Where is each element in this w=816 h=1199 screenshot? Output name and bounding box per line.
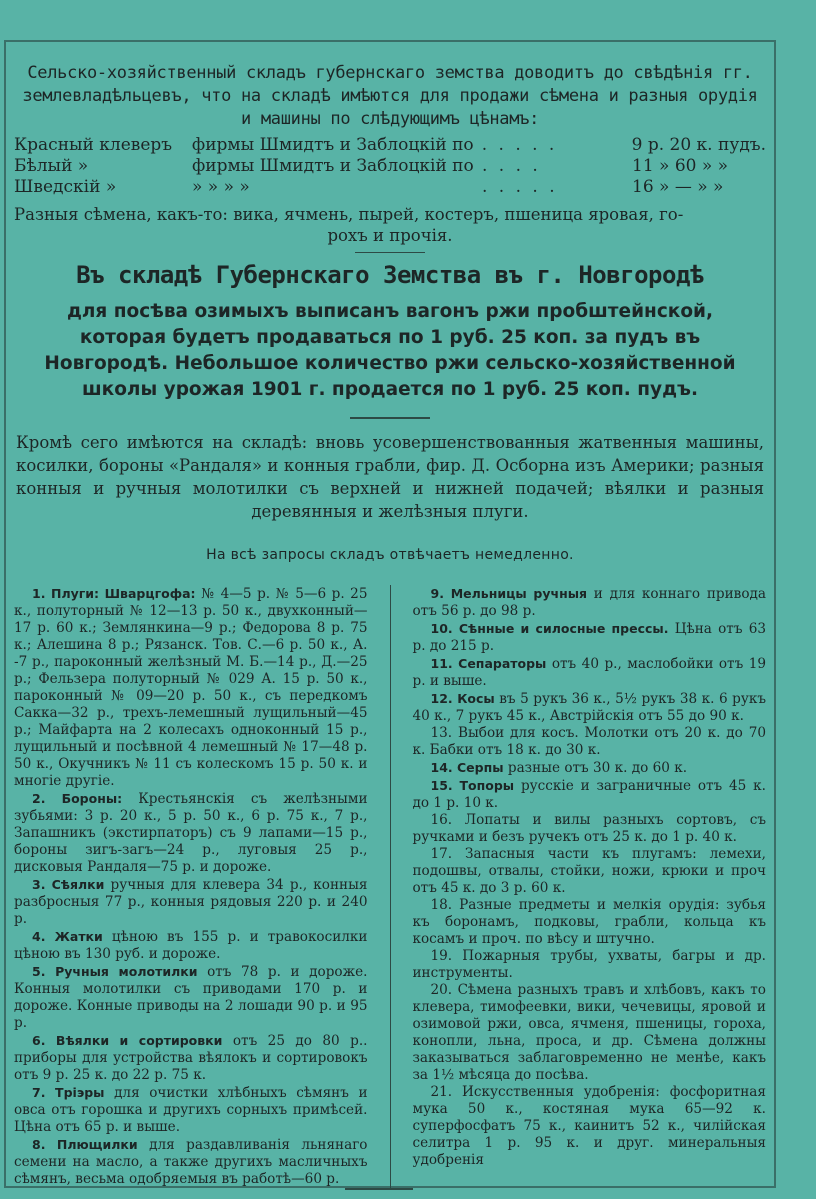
catalog-item-text: 13. Выбои для косъ. Молотки отъ 20 к. до 70 к. Бабки отъ 18 к. до 30 к. (412, 725, 766, 758)
catalog-item (413, 777, 767, 812)
catalog-item-text: 21. Искусственныя удобренія: фосфоритная мука 50 к., костяная мука 65—92 к. суперфосфатъ 75 к., каинитъ 52 к., чилійская селитра 1 р. 95 к. и друг. минеральныя удобренія (412, 1084, 766, 1168)
catalog-item-text: Крестьянскія съ желѣзными зубьями: 3 р. 20 к., 5 р. 50 к., 6 р. 75 к., 7 р., Запашникъ (экстирпаторъ) съ 9 лапами—15 р., бороны зигъ-загъ—24 р., луговыя 25 р., дисковыя Рандаля—75 р. и дороже. (14, 791, 368, 875)
catalog-item-head: 11. Сепараторы (430, 656, 547, 671)
catalog-item-text: русскіе и заграничные отъ 45 к. до 1 р. 10 к. (412, 778, 766, 811)
catalog-item-text: ручныя для клевера 34 р., конныя разбросныя 77 р., конныя рядовыя 220 р. и 240 р. (14, 877, 368, 927)
seed-price: 11 » 60 » » (632, 156, 729, 176)
catalog-item-head: 3. Сѣялки (32, 877, 105, 892)
seed-name: Бѣлый » (14, 156, 89, 176)
catalog-item (413, 982, 767, 1084)
catalog-item (14, 963, 368, 1032)
catalog-item-text: 20. Сѣмена разныхъ травъ и хлѣбовъ, какъ то клевера, тимофеевки, вики, чечевицы, яровой и озимовой ржи, овса, ячменя, пшеницы, гороха, конопли, льна, проса, и др. Сѣмена должны заказываться заблаговременно не менѣе, какъ за 1½ мѣсяца до посѣва. (412, 982, 766, 1083)
catalog-columns (14, 585, 766, 1188)
catalog-item (413, 897, 767, 948)
catalog-item-text: разные отъ 30 к. до 60 к. (503, 760, 688, 776)
catalog-item-text: Цѣна отъ 63 р. до 215 р. (412, 621, 766, 654)
catalog-item-head: 1. Плуги: Шварцгофа: (32, 586, 196, 601)
catalog-item-text: отъ 25 до 80 р.. приборы для устройства вѣялокъ и сортировокъ отъ 9 р. 25 к. до 22 р. 75 к. (14, 1033, 368, 1083)
divider (355, 252, 425, 253)
price-list (14, 135, 766, 198)
catalog-item (413, 1084, 767, 1169)
catalog-left-column (14, 585, 368, 1188)
seed-firm: фирмы Шмидтъ и Заблоцкій по (192, 156, 474, 176)
section-heading: Въ складѣ Губернскаго Земства въ г. Новгородѣ (76, 261, 704, 289)
catalog-item-text: 18. Разные предметы и мелкія орудія: зубья къ боронамъ, подковы, грабли, кольца къ косамъ и проч. по вѣсу и штучно. (412, 897, 766, 947)
misc-seeds-line: рохъ и прочія. (327, 226, 453, 245)
catalog-item-text: отъ 78 р. и дороже. Конныя молотилки съ приводами 170 р. и дороже. Конные приводы на 2 лошади 90 р. и 95 р. (14, 964, 368, 1031)
price-row (14, 177, 766, 198)
catalog-item (14, 1032, 368, 1084)
catalog-item (413, 690, 767, 725)
catalog-item-head: 5. Ручныя молотилки (32, 964, 198, 979)
seed-price: 9 р. 20 к. пудъ. (631, 135, 767, 155)
misc-seeds-line: Разныя сѣмена, какъ-то: вика, ячмень, пырей, костеръ, пшеница яровая, го- (14, 205, 684, 224)
catalog-item-text: № 4—5 р. № 5—6 р. 25 к., полуторный № 12—13 р. 50 к., двухконный—17 р. 60 к.; Землянкина—9 р.; Федорова 8 р. 75 к.; Алешина 8 р.; Рязанск. Тов. С.—6 р. 50 к., А. -7 р., пароконный желѣзный М. Б.—14 р., Д.—25 р.; Фельзера полуторный № 029 А. 15 р. 50 к., пароконный № 09—20 р. 50 к., съ передкомъ Сакка—32 р., трехъ-лемешный лущильный—45 р.; Майфарта на 2 колесахъ одноконный 15 р., лущильный и посѣвной 4 лемешный № 17—48 р. 50 к., Окучникъ № 11 съ колескомъ 15 р. 50 к. и многіе другіе. (14, 586, 368, 789)
column-rule (390, 585, 391, 1188)
footer-rule (345, 1188, 413, 1190)
catalog-item (14, 790, 368, 876)
catalog-item-text: для раздавливанія льнянаго семени на масло, а также другихъ масличныхъ сѣмянъ, весьма одобряемыя въ работѣ—60 р. (14, 1137, 368, 1187)
misc-seeds (14, 204, 766, 246)
catalog-item-text: цѣною въ 155 р. и травокосилки цѣною въ 130 руб. и дороже. (14, 929, 368, 962)
catalog-item (413, 812, 767, 846)
rye-announcement: для посѣва озимыхъ выписанъ вагонъ ржи пробштейнской, которая будетъ продаваться по 1 руб. 25 коп. за пудъ въ Новгородѣ. Небольшое количество ржи сельско-хозяйственной школы урожая 1901 г. продается по 1 руб. 25 коп. пудъ. (44, 301, 736, 400)
catalog-item-head: 12. Косы (430, 691, 495, 706)
catalog-item (413, 655, 767, 690)
price-row (14, 156, 766, 177)
catalog-item (413, 620, 767, 655)
catalog-item (413, 948, 767, 982)
catalog-item-head: 15. Топоры (430, 778, 515, 793)
catalog-item-head: 10. Сѣнные и силосные прессы. (430, 621, 669, 636)
seed-firm: » » » » (192, 177, 250, 197)
catalog-item (14, 1084, 368, 1136)
seed-name: Шведскій » (14, 177, 117, 197)
catalog-item-head: 2. Бороны: (32, 791, 123, 806)
catalog-item-text: 17. Запасныя части къ плугамъ: лемехи, подошвы, отвалы, стойки, ножи, крюки и проч отъ 45 к. до 3 р. 60 к. (412, 846, 766, 896)
leader-dots: . . . . . (481, 135, 558, 155)
catalog-item (413, 585, 767, 620)
intro-text: Сельско-хозяйственный складъ губернскаго земства доводитъ до свѣдѣнія гг. землевладѣльцевъ, что на складѣ имѣются для продажи сѣмена и разныя орудія и машины по слѣдующимъ цѣнамъ: (22, 63, 758, 129)
catalog-item-text: для очистки хлѣбныхъ сѣмянъ и овса отъ горошка и другихъ сорныхъ примѣсей. Цѣна отъ 65 р. и выше. (14, 1085, 368, 1135)
catalog-item-text: въ 5 рукъ 36 к., 5½ рукъ 38 к. 6 рукъ 40 к., 7 рукъ 45 к., Австрійскія отъ 55 до 90 к. (412, 691, 766, 724)
catalog-item (14, 928, 368, 963)
catalog-item-head: 14. Серпы (430, 760, 504, 775)
catalog-item (14, 876, 368, 928)
catalog-item-head: 6. Вѣялки и сортировки (32, 1033, 223, 1048)
catalog-item-text: отъ 40 р., маслобойки отъ 19 р. и выше. (412, 656, 767, 689)
machinery-text: Кромѣ сего имѣются на складѣ: вновь усовершенствованныя жатвенныя машины, косилки, бороны «Рандаля» и конныя грабли, фир. Д. Осборна изъ Америки; разныя конныя и ручныя молотилки съ верхней и нижней подачей; вѣялки и разныя деревянныя и желѣзныя плуги. (16, 433, 764, 521)
catalog-item (14, 1136, 368, 1188)
price-row (14, 135, 766, 156)
catalog-right-column (413, 585, 767, 1188)
seed-firm: фирмы Шмидтъ и Заблоцкій по (191, 135, 474, 155)
leader-dots: . . . . . (482, 177, 558, 197)
catalog-item-text: 19. Пожарныя трубы, ухваты, багры и др. инструменты. (412, 948, 766, 981)
catalog-item (14, 585, 368, 790)
reply-note: На всѣ запросы складъ отвѣчаетъ немедленно. (206, 547, 574, 563)
leader-dots: . . . . (482, 156, 541, 176)
catalog-item-head: 7. Тріэры (32, 1085, 105, 1100)
catalog-item-text: и для коннаго привода отъ 56 р. до 98 р. (412, 586, 766, 619)
seed-name: Красный клеверъ (14, 135, 173, 155)
divider (350, 417, 430, 419)
catalog-item (413, 846, 767, 897)
seed-price: 16 » — » » (632, 177, 724, 197)
advertisement-page (14, 62, 766, 1188)
catalog-item-text: 16. Лопаты и вилы разныхъ сортовъ, съ ручками и безъ ручекъ отъ 25 к. до 1 р. 40 к. (412, 812, 766, 845)
catalog-item (413, 759, 767, 777)
catalog-item-head: 8. Плющилки (32, 1137, 138, 1152)
catalog-item-head: 9. Мельницы ручныя (430, 586, 588, 601)
catalog-item-head: 4. Жатки (32, 929, 103, 944)
catalog-item (413, 725, 767, 759)
